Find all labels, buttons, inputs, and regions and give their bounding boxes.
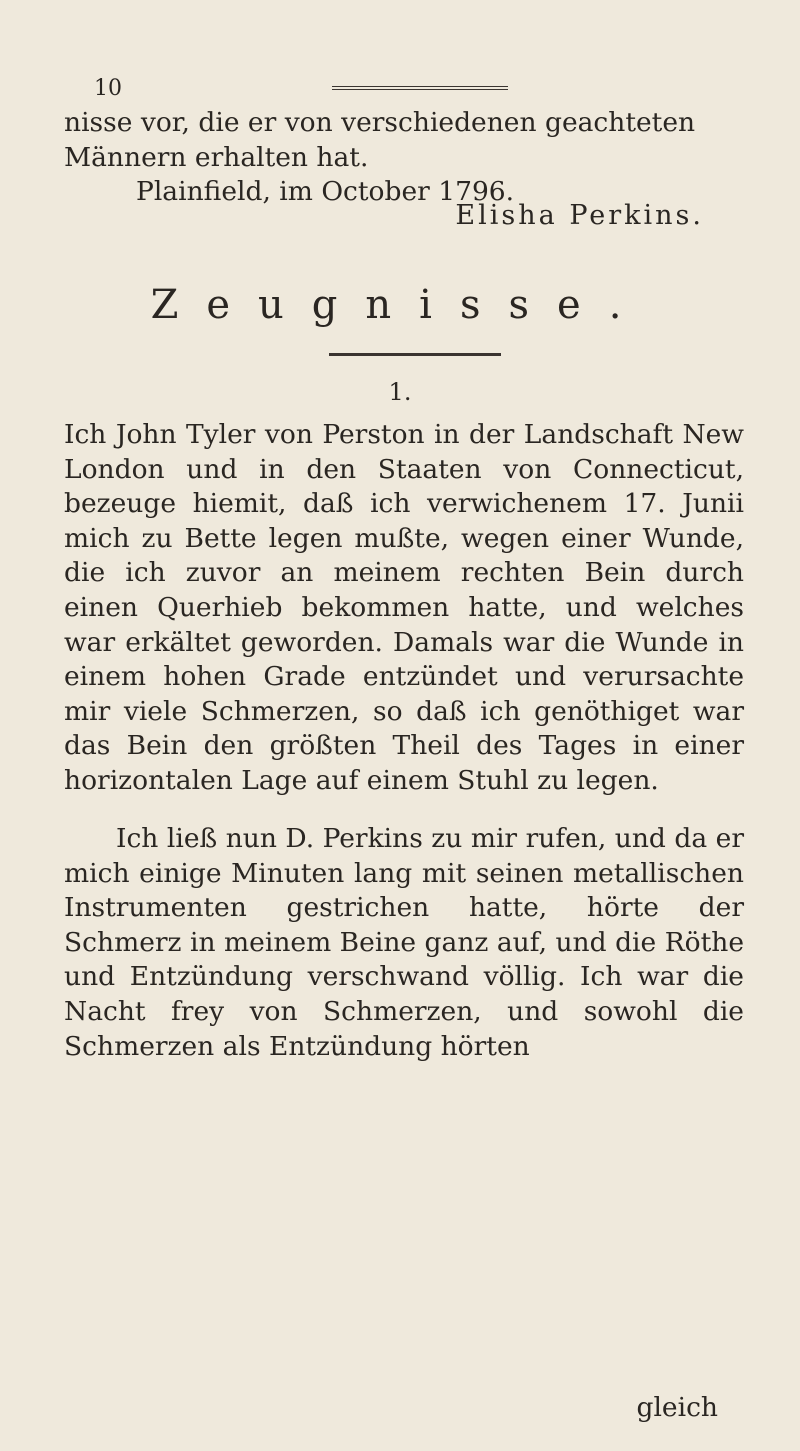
place-date: Plainfield, im October 1796.	[136, 176, 515, 208]
signature: Elisha Perkins.	[455, 200, 704, 231]
page-number: 10	[94, 76, 122, 101]
section-heading: Zeugnisse.	[150, 282, 650, 328]
catchword: gleich	[636, 1392, 718, 1423]
continued-text: nisse vor, die er von verschiedenen geachteten Männern erhalten hat.	[64, 107, 696, 173]
header-rule	[332, 86, 508, 90]
paragraph-2: Ich ließ nun D. Perkins zu mir rufen, und da er mich einige Minuten lang mit seinen metallischen Instrumenten gestrichen hatte, hörte der Schmerz in meinem Beine ganz auf, und die Röthe und Entzündung verschwand völlig. Ich war die Nacht frey von Schmerzen, und sowohl die Schmerzen als Entzündung hörten	[64, 823, 744, 1062]
heading-rule	[329, 353, 501, 356]
continued-paragraph	[64, 106, 744, 210]
paragraph-1: Ich John Tyler von Perston in der Landschaft New London und in den Staaten von Connecticut, bezeuge hiemit, daß ich verwichenem 17. Junii mich zu Bette legen mußte, wegen einer Wunde, die ich zuvor an meinem rechten Bein durch einen Querhieb bekommen hatte, und welches war erkältet geworden. Damals war die Wunde in einem hohen Grade entzündet und verursachte mir viele Schmerzen, so daß ich genöthiget war das Bein den größten Theil des Tages in einer horizontalen Lage auf einem Stuhl zu legen.	[64, 419, 744, 796]
section-number: 1.	[388, 378, 412, 406]
